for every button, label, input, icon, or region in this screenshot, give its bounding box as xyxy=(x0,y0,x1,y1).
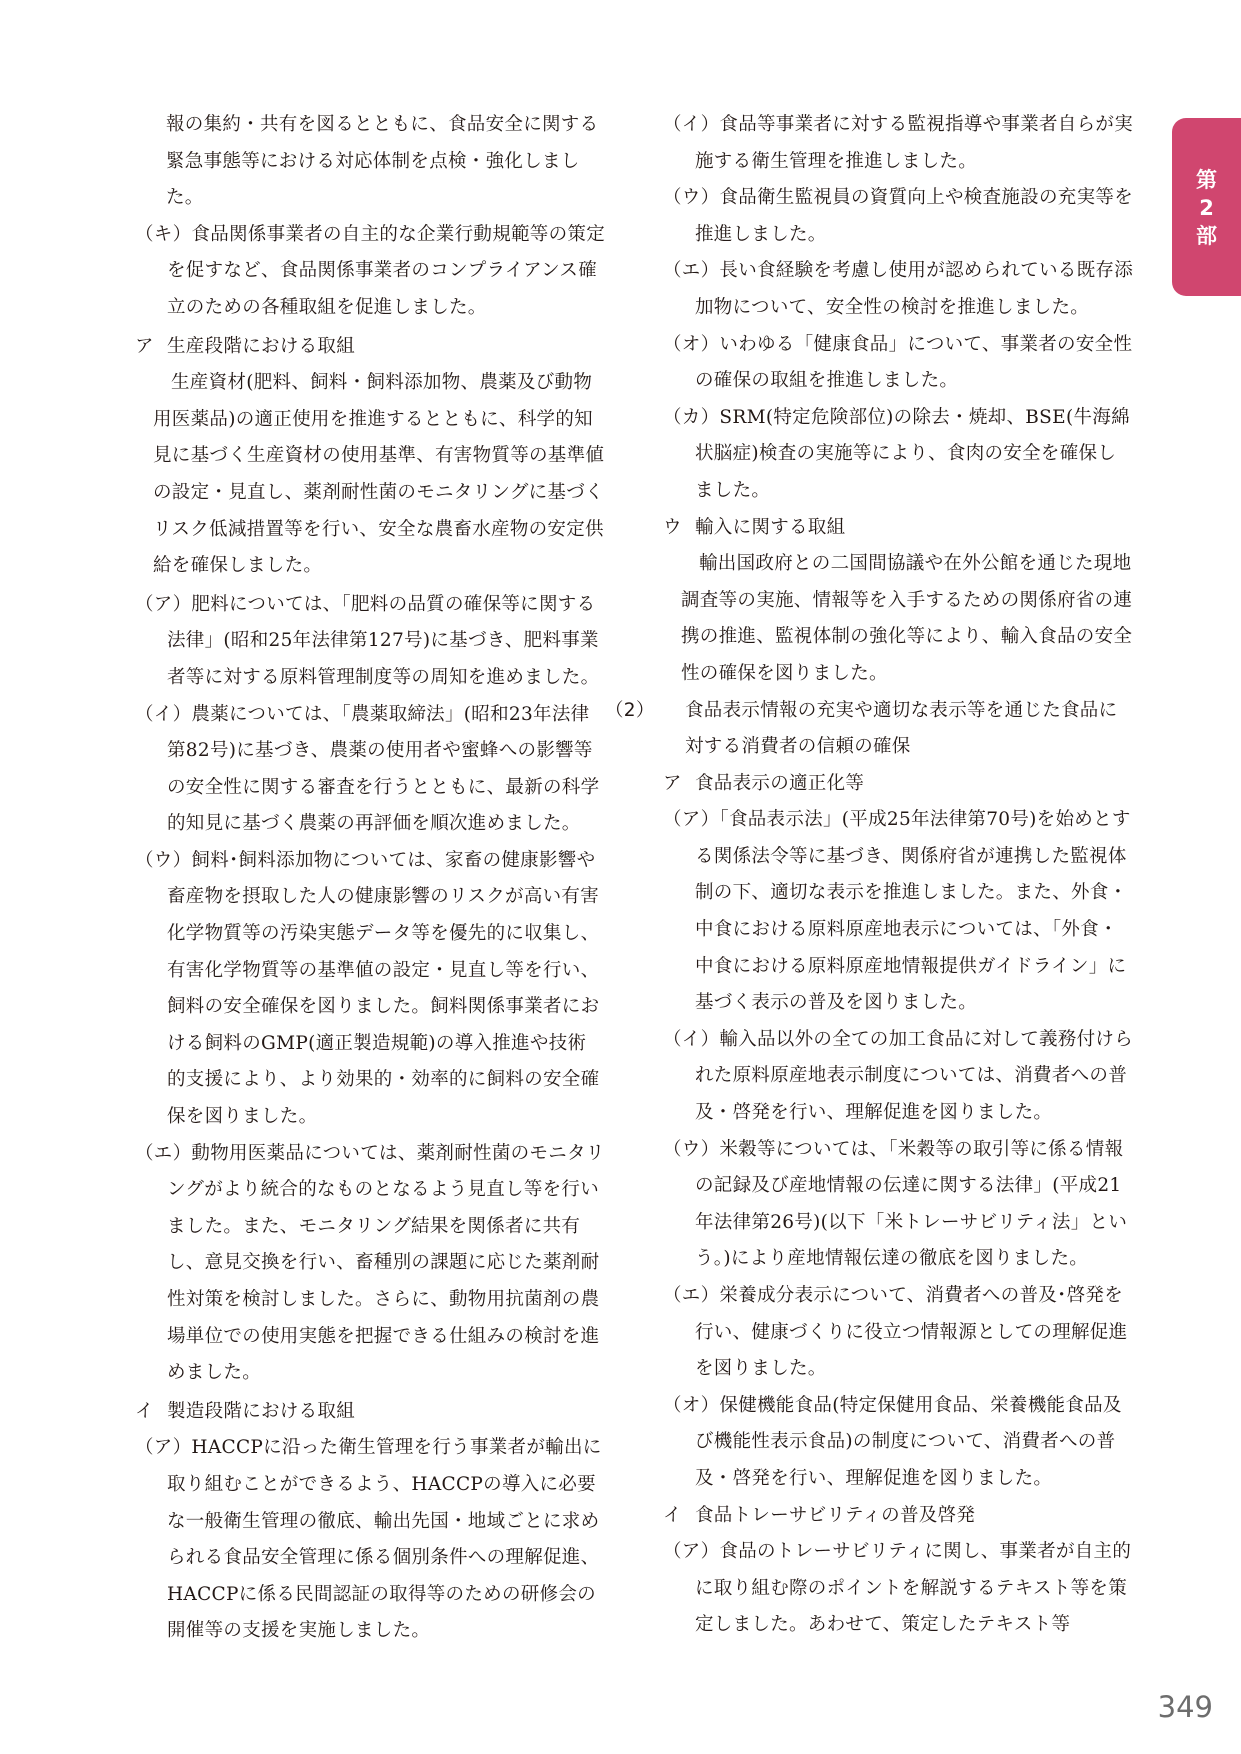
paragraph: 生産資材(肥料、飼料・飼料添加物、農薬及び動物用医薬品)の適正使用を推進するとともに、科学的知見に基づく生産資材の使用基準、有害物質等の基準値の設定・見直し、薬剤耐性菌のモニタリングに基づくリスク低減措置等を行い、安全な農畜水産物の安定供給を確保しました。 xyxy=(153,372,605,577)
list-item-e: （エ）長い食経験を考慮し使用が認められている既存添加物について、安全性の検討を推進しました。 xyxy=(663,260,1134,318)
paragraph: 輸出国政府との二国間協議や在外公館を通じた現地調査等の実施、情報等を入手するための関係府省の連携の推進、監視体制の強化等により、輸入食品の安全性の確保を図りました。 xyxy=(681,553,1133,684)
section-mark: イ xyxy=(135,1400,154,1422)
section-title: 食品表示の適正化等 xyxy=(695,772,865,794)
list-item-a: （ア）肥料については、「肥料の品質の確保等に関する法律」(昭和25年法律第127号)に基づき、肥料事業者等に対する原料管理制度等の周知を進めました。 xyxy=(135,593,600,688)
list-item-e: （エ）動物用医薬品については、薬剤耐性菌のモニタリングがより統合的なものとなるよう見直し等を行いました。また、モニタリング結果を関係者に共有し、意見交換を行い、畜種別の課題に応じた薬剤耐性対策を検討しました。さらに、動物用抗菌剤の農場単位での使用実態を把握できる仕組みの検討を進めました。 xyxy=(135,1142,605,1384)
section-heading-production xyxy=(135,329,605,366)
part-tab-line2: 2 xyxy=(1199,196,1214,220)
list-item-u: （ウ）食品衛生監視員の資質向上や検査施設の充実等を推進しました。 xyxy=(663,187,1134,245)
list-item-u: （ウ）飼料･飼料添加物については、家畜の健康影響や畜産物を摂取した人の健康影響のリスクが高い有害化学物質等の汚染実態データ等を優先的に収集し、有害化学物質等の基準値の設定・見直し等を行い、飼料の安全確保を図りました。飼料関係事業者における飼料のGMP(適正製造規範)の導入推進や技術的支援により、より効果的・効率的に飼料の安全確保を図りました。 xyxy=(135,849,600,1128)
list-item-o: （オ）保健機能食品(特定保健用食品、栄養機能食品及び機能性表示食品)の制度について、消費者への普及・啓発を行い、理解促進を図りました。 xyxy=(663,1394,1122,1489)
list-item-ka: （カ）SRM(特定危険部位)の除去・焼却、BSE(牛海綿状脳症)検査の実施等により、食肉の安全を確保しました。 xyxy=(663,406,1130,501)
section-title: 食品表示情報の充実や適切な表示等を通じた食品に対する消費者の信頼の確保 xyxy=(685,699,1118,758)
list-item-i: （イ）農薬については、「農薬取締法」(昭和23年法律第82号)に基づき、農薬の使用者や蜜蜂への影響等の安全性に関する審査を行うとともに、最新の科学的知見に基づく農薬の再評価を順次進めました。 xyxy=(135,703,600,835)
section-heading-import xyxy=(663,510,1133,547)
list-item-i: （イ）輸入品以外の全ての加工食品に対して義務付けられた原料原産地表示制度については、消費者への普及・啓発を行い、理解促進を図りました。 xyxy=(663,1028,1134,1124)
list-item-ki: （キ）食品関係事業者の自主的な企業行動規範等の策定を促すなど、食品関係事業者のコンプライアンス確立のための各種取組を促進しました。 xyxy=(135,223,606,318)
section-mark: イ xyxy=(663,1504,682,1526)
list-item-o: （オ）いわゆる「健康食品」について、事業者の安全性の確保の取組を推進しました。 xyxy=(663,333,1133,392)
section-title: 食品トレーサビリティの普及啓発 xyxy=(695,1504,976,1526)
section-mark: ア xyxy=(663,772,682,794)
section-heading-traceability xyxy=(663,1498,1133,1535)
list-item-u: （ウ）米穀等については、「米穀等の取引等に係る情報の記録及び産地情報の伝達に関する法律」(平成21年法律第26号)(以下「米トレーサビリティ法」という。)により産地情報伝達の徹底を図りました。 xyxy=(663,1138,1128,1270)
list-item-a: （ア）「食品表示法」(平成25年法律第70号)を始めとする関係法令等に基づき、関係府省が連携した監視体制の下、適切な表示を推進しました。また、外食・中食における原料原産地表示については、「外食・中食における原料原産地情報提供ガイドライン」に基づく表示の普及を図りました。 xyxy=(663,809,1131,1014)
left-column xyxy=(135,107,605,1650)
section-mark: ウ xyxy=(663,516,682,538)
section-title: 生産段階における取組 xyxy=(167,335,356,357)
list-item-e: （エ）栄養成分表示について、消費者への普及･啓発を行い、健康づくりに役立つ情報源としての理解促進を図りました。 xyxy=(663,1285,1128,1380)
part-tab-line1: 第 xyxy=(1196,168,1217,192)
list-item-i: （イ）食品等事業者に対する監視指導や事業者自らが実施する衛生管理を推進しました。 xyxy=(663,114,1134,172)
page-number: 349 xyxy=(1157,1690,1213,1724)
paragraph: 報の集約・共有を図るとともに、食品安全に関する緊急事態等における対応体制を点検・強化しました。 xyxy=(166,114,599,209)
part-tab-line3: 部 xyxy=(1196,224,1217,248)
list-item-a: （ア）HACCPに沿った衛生管理を行う事業者が輸出に取り組むことができるよう、HACCPの導入に必要な一般衛生管理の徹底、輸出先国・地域ごとに求められる食品安全管理に係る個別条件への理解促進、HACCPに係る民間認証の取得等のための研修会の開催等の支援を実施しました。 xyxy=(135,1437,602,1642)
section-title: 輸入に関する取組 xyxy=(695,516,846,538)
section-mark: ア xyxy=(135,335,154,357)
part-tab xyxy=(1172,118,1241,296)
right-column xyxy=(605,107,1134,1644)
section-heading-label-proper xyxy=(663,766,1133,803)
list-item-a: （ア）食品のトレーサビリティに関し、事業者が自主的に取り組む際のポイントを解説するテキスト等を策定しました。あわせて、策定したテキスト等 xyxy=(663,1541,1132,1636)
section-title: 製造段階における取組 xyxy=(167,1400,356,1422)
section-mark: （2） xyxy=(605,699,655,721)
section-heading-labeling xyxy=(605,693,1133,766)
section-heading-manufacturing xyxy=(135,1394,605,1431)
